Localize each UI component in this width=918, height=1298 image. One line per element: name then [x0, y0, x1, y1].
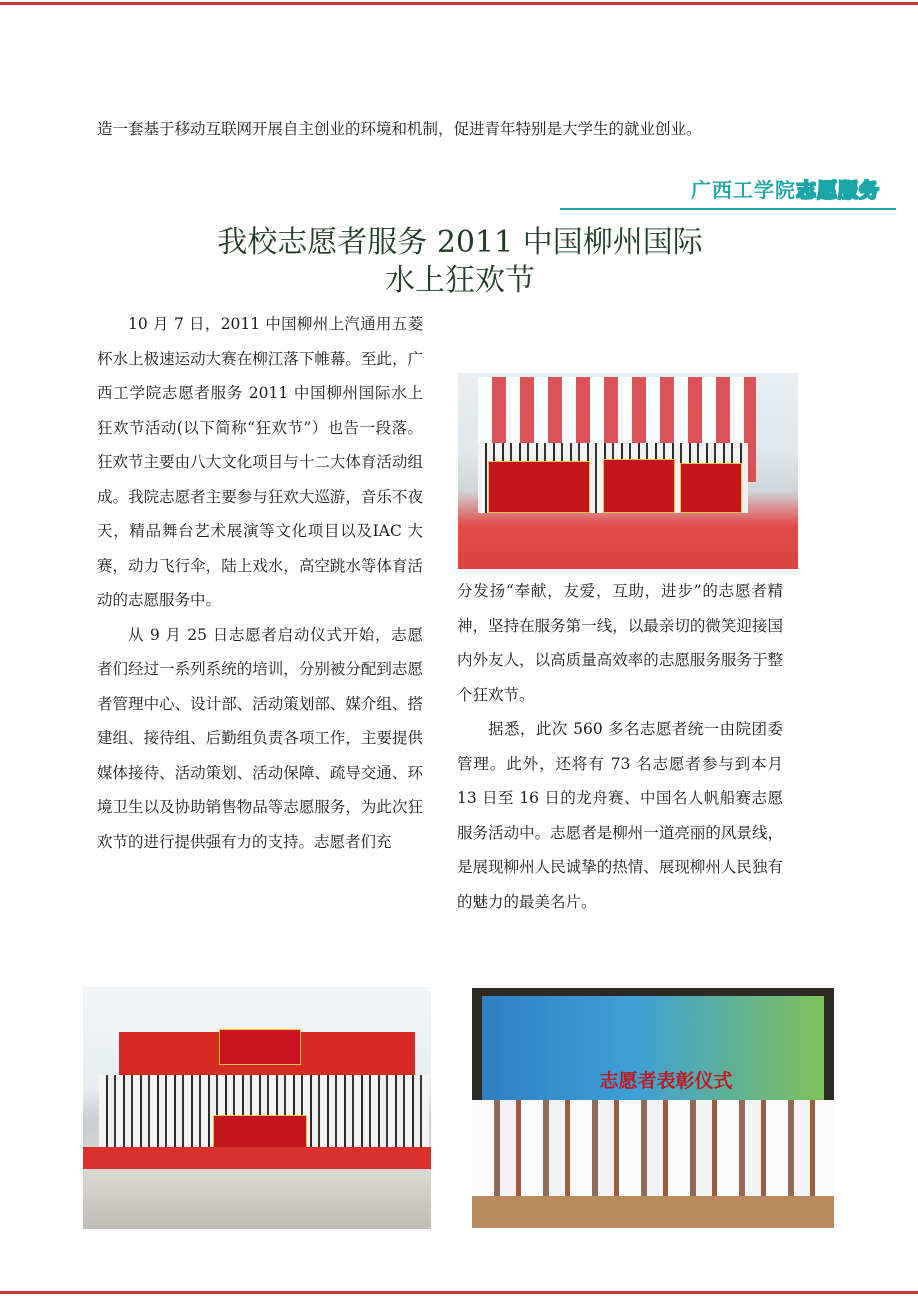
brand-underline: [560, 208, 896, 210]
photo-banner-right: [680, 463, 742, 513]
photo-ceremony-sign: 志愿者表彰仪式: [599, 1070, 733, 1092]
photo-volunteer-group-riverside: [83, 987, 431, 1229]
photo-awardees: [472, 1100, 834, 1196]
photo-red-carpet: [83, 1147, 431, 1169]
photo-award-ceremony: [472, 988, 834, 1228]
photo-banner-middle: [603, 459, 675, 513]
intro-paragraph: 造一套基于移动互联网开展自主创业的环境和机制，促进青年特别是大学生的就业创业。: [97, 120, 702, 138]
paragraph-3: 据悉，此次 560 多名志愿者统一由院团委管理。此外，还将有 73 名志愿者参与到本月 13 日至 16 日的龙舟赛、中国名人帆船赛志愿服务活动中。志愿者是柳州一道亮丽的风景线，是展现柳州人民诚挚的热情、展现柳州人民独有的魅力的最美名片。: [457, 720, 783, 911]
section-brand-header: [560, 170, 896, 212]
left-column: [97, 307, 423, 859]
bottom-rule: [0, 1291, 918, 1294]
top-rule: [0, 2, 918, 5]
photo-volunteer-group-stage: [458, 373, 798, 569]
title-line-2: 水上狂欢节: [385, 263, 535, 298]
photo-stage-sign: [219, 1029, 301, 1065]
title-line-1: 我校志愿者服务 2011 中国柳州国际: [217, 225, 703, 260]
photo-ceremony-backdrop: [482, 996, 824, 1116]
photo-banner-left: [488, 461, 590, 513]
right-column: [457, 574, 783, 919]
paragraph-2-start: 从 9 月 25 日志愿者启动仪式开始，志愿者们经过一系列系统的培训，分别被分配到志愿者管理中心、设计部、活动策划部、媒介组、搭建组、接待组、后勤组负责各项工作，主要提供媒体接待、活动策划、活动保障、疏导交通、环境卫生以及协助销售物品等志愿服务，为此次狂欢节的进行提供强有力的支持。志愿者们充: [97, 625, 423, 851]
paragraph-2-end: 分发扬“奉献，友爱，互助，进步”的志愿者精神，坚持在服务第一线，以最亲切的微笑迎接国内外友人，以高质量高效率的志愿服务服务于整个狂欢节。: [457, 582, 783, 704]
photo-stage-floor: [472, 1196, 834, 1228]
paragraph-1: 10 月 7 日，2011 中国柳州上汽通用五菱杯水上极速运动大赛在柳江落下帷幕。至此，广西工学院志愿者服务 2011 中国柳州国际水上狂欢节活动(以下简称“狂欢节”）也告一段落。 狂欢节主要由八大文化项目与十二大体育活动组成。我院志愿者主要参与狂欢大巡游，音乐不夜天，精品舞台艺术展演等文化项目以及IAC 大赛，动力飞行伞，陆上戏水，高空跳水等体育活动的志愿服务中。: [97, 315, 423, 609]
brand-prefix: 广西工学院: [691, 178, 796, 202]
brand-emphasis: 志愿服务: [796, 178, 880, 202]
brand-label: [691, 174, 880, 203]
article-title: [140, 224, 780, 300]
